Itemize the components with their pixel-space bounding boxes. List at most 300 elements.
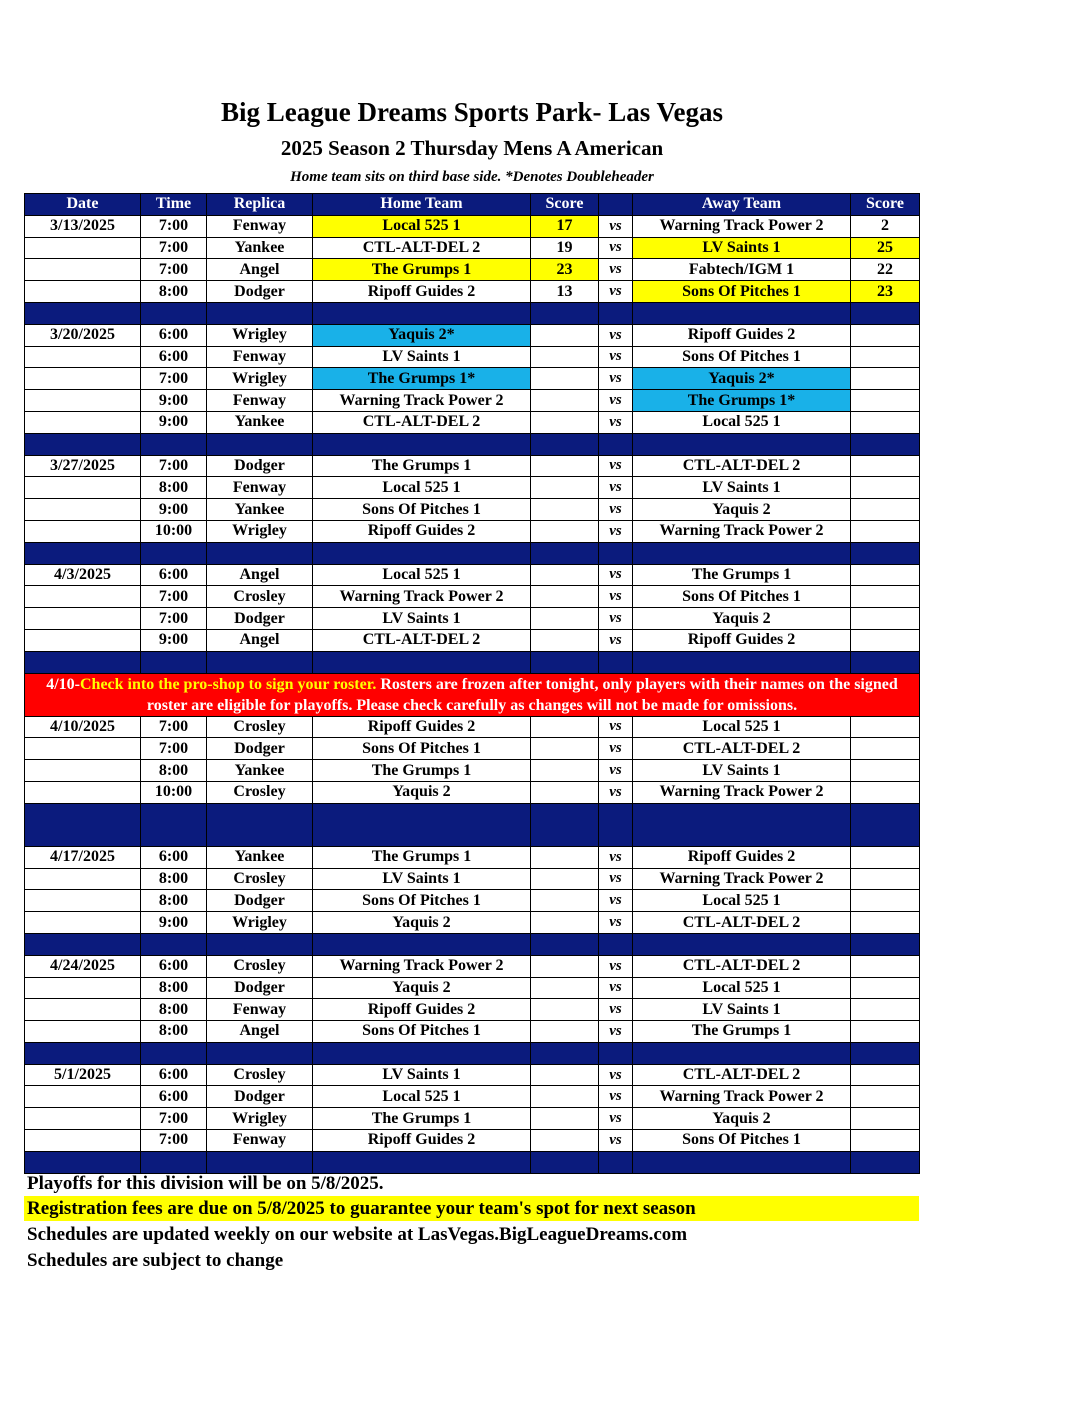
table-row [25, 890, 920, 912]
home-team: Yaquis 2 [313, 912, 531, 934]
home-team: Local 525 1 [313, 564, 531, 586]
away-team: Local 525 1 [633, 411, 851, 433]
game-date: 3/20/2025 [25, 324, 141, 346]
field-replica: Yankee [207, 499, 313, 521]
away-score [851, 499, 920, 521]
away-team: CTL-ALT-DEL 2 [633, 912, 851, 934]
vs-label: vs [599, 586, 633, 608]
vs-label: vs [599, 368, 633, 390]
separator-row [25, 1151, 920, 1173]
away-team: The Grumps 1* [633, 390, 851, 412]
vs-label: vs [599, 499, 633, 521]
field-replica: Dodger [207, 608, 313, 630]
game-date [25, 477, 141, 499]
game-time: 6:00 [141, 324, 207, 346]
away-score [851, 411, 920, 433]
vs-label: vs [599, 564, 633, 586]
away-score: 2 [851, 215, 920, 237]
field-replica: Dodger [207, 1086, 313, 1108]
home-team: LV Saints 1 [313, 1064, 531, 1086]
table-row [25, 629, 920, 651]
away-team: Sons Of Pitches 1 [633, 281, 851, 303]
field-replica: Wrigley [207, 368, 313, 390]
home-team: Ripoff Guides 2 [313, 1130, 531, 1152]
home-score [531, 868, 599, 890]
table-row [25, 346, 920, 368]
field-replica: Dodger [207, 977, 313, 999]
game-date [25, 281, 141, 303]
header-vs [599, 194, 633, 216]
home-score: 23 [531, 259, 599, 281]
vs-label: vs [599, 846, 633, 868]
game-time: 6:00 [141, 846, 207, 868]
home-team: The Grumps 1* [313, 368, 531, 390]
game-date [25, 368, 141, 390]
game-date [25, 629, 141, 651]
away-team: LV Saints 1 [633, 760, 851, 782]
home-team: Warning Track Power 2 [313, 586, 531, 608]
game-date [25, 346, 141, 368]
game-time: 7:00 [141, 586, 207, 608]
away-score [851, 324, 920, 346]
vs-label: vs [599, 608, 633, 630]
table-row [25, 411, 920, 433]
game-date [25, 586, 141, 608]
home-team: Local 525 1 [313, 477, 531, 499]
home-score: 13 [531, 281, 599, 303]
game-time: 6:00 [141, 346, 207, 368]
away-team: CTL-ALT-DEL 2 [633, 1064, 851, 1086]
field-replica: Dodger [207, 281, 313, 303]
away-team: Warning Track Power 2 [633, 520, 851, 542]
vs-label: vs [599, 390, 633, 412]
home-team: Yaquis 2* [313, 324, 531, 346]
away-team: LV Saints 1 [633, 237, 851, 259]
home-team: Sons Of Pitches 1 [313, 890, 531, 912]
field-replica: Yankee [207, 760, 313, 782]
home-team: Sons Of Pitches 1 [313, 499, 531, 521]
away-team: Ripoff Guides 2 [633, 324, 851, 346]
game-date [25, 499, 141, 521]
game-date: 5/1/2025 [25, 1064, 141, 1086]
game-time: 9:00 [141, 499, 207, 521]
home-score [531, 999, 599, 1021]
home-score [531, 411, 599, 433]
away-team: Sons Of Pitches 1 [633, 1130, 851, 1152]
game-time: 6:00 [141, 1064, 207, 1086]
away-score [851, 586, 920, 608]
away-score [851, 760, 920, 782]
field-replica: Fenway [207, 477, 313, 499]
home-score [531, 977, 599, 999]
game-time: 7:00 [141, 608, 207, 630]
table-row [25, 1108, 920, 1130]
game-date [25, 999, 141, 1021]
game-date [25, 781, 141, 803]
separator-row [25, 302, 920, 324]
playoffs-note: Playoffs for this division will be on 5/8/2025. [27, 1173, 384, 1194]
vs-label: vs [599, 411, 633, 433]
game-date [25, 390, 141, 412]
away-score [851, 608, 920, 630]
game-date [25, 977, 141, 999]
home-score [531, 477, 599, 499]
table-row [25, 455, 920, 477]
separator-row [25, 933, 920, 955]
roster-notice-row [25, 673, 920, 716]
game-date: 4/24/2025 [25, 955, 141, 977]
game-time: 8:00 [141, 1021, 207, 1043]
away-score [851, 738, 920, 760]
home-score [531, 586, 599, 608]
page-note: Home team sits on third base side. *Denotes Doubleheader [290, 169, 654, 185]
page-subtitle: 2025 Season 2 Thursday Mens A American [280, 136, 664, 160]
away-team: Warning Track Power 2 [633, 781, 851, 803]
home-score [531, 1108, 599, 1130]
vs-label: vs [599, 215, 633, 237]
away-score [851, 520, 920, 542]
game-date [25, 1086, 141, 1108]
table-row [25, 955, 920, 977]
field-replica: Crosley [207, 586, 313, 608]
away-team: CTL-ALT-DEL 2 [633, 955, 851, 977]
away-score [851, 846, 920, 868]
game-date [25, 912, 141, 934]
game-time: 10:00 [141, 520, 207, 542]
home-team: Ripoff Guides 2 [313, 520, 531, 542]
table-row [25, 368, 920, 390]
field-replica: Fenway [207, 999, 313, 1021]
home-score [531, 368, 599, 390]
home-score [531, 1021, 599, 1043]
header-away-score: Score [851, 194, 920, 216]
away-score [851, 890, 920, 912]
home-team: The Grumps 1 [313, 259, 531, 281]
vs-label: vs [599, 455, 633, 477]
game-date: 4/10/2025 [25, 716, 141, 738]
away-team: Yaquis 2* [633, 368, 851, 390]
home-team: LV Saints 1 [313, 346, 531, 368]
game-date [25, 1108, 141, 1130]
game-time: 6:00 [141, 1086, 207, 1108]
home-team: Ripoff Guides 2 [313, 716, 531, 738]
away-score [851, 912, 920, 934]
game-time: 6:00 [141, 564, 207, 586]
home-score [531, 499, 599, 521]
table-row [25, 1086, 920, 1108]
header-away-team: Away Team [633, 194, 851, 216]
home-team: Sons Of Pitches 1 [313, 738, 531, 760]
home-score [531, 390, 599, 412]
home-score [531, 846, 599, 868]
away-team: The Grumps 1 [633, 1021, 851, 1043]
away-team: Local 525 1 [633, 977, 851, 999]
home-score: 19 [531, 237, 599, 259]
away-score [851, 455, 920, 477]
page-title: Big League Dreams Sports Park- Las Vegas [220, 97, 724, 127]
field-replica: Crosley [207, 1064, 313, 1086]
home-team: Warning Track Power 2 [313, 955, 531, 977]
away-team: CTL-ALT-DEL 2 [633, 455, 851, 477]
home-team: LV Saints 1 [313, 868, 531, 890]
home-team: Local 525 1 [313, 1086, 531, 1108]
table-row [25, 237, 920, 259]
website-note: Schedules are updated weekly on our website at LasVegas.BigLeagueDreams.com [27, 1224, 688, 1245]
table-row [25, 760, 920, 782]
home-team: Ripoff Guides 2 [313, 281, 531, 303]
away-team: Fabtech/IGM 1 [633, 259, 851, 281]
away-team: Ripoff Guides 2 [633, 629, 851, 651]
field-replica: Crosley [207, 781, 313, 803]
away-team: LV Saints 1 [633, 999, 851, 1021]
field-replica: Angel [207, 1021, 313, 1043]
separator-row [25, 542, 920, 564]
away-team: The Grumps 1 [633, 564, 851, 586]
home-score [531, 716, 599, 738]
field-replica: Wrigley [207, 1108, 313, 1130]
home-score [531, 738, 599, 760]
home-score [531, 1086, 599, 1108]
game-time: 7:00 [141, 215, 207, 237]
game-time: 10:00 [141, 781, 207, 803]
field-replica: Dodger [207, 890, 313, 912]
header-home-score: Score [531, 194, 599, 216]
away-team: Warning Track Power 2 [633, 1086, 851, 1108]
away-team: LV Saints 1 [633, 477, 851, 499]
field-replica: Fenway [207, 390, 313, 412]
away-score: 25 [851, 237, 920, 259]
table-row [25, 999, 920, 1021]
table-row [25, 390, 920, 412]
table-header-row [25, 194, 920, 216]
home-score: 17 [531, 215, 599, 237]
table-row [25, 499, 920, 521]
home-score [531, 781, 599, 803]
schedule-table [24, 193, 920, 1174]
game-time: 8:00 [141, 999, 207, 1021]
home-team: The Grumps 1 [313, 455, 531, 477]
table-row [25, 716, 920, 738]
home-team: CTL-ALT-DEL 2 [313, 629, 531, 651]
field-replica: Yankee [207, 237, 313, 259]
field-replica: Yankee [207, 846, 313, 868]
separator-row [25, 1042, 920, 1064]
home-team: Yaquis 2 [313, 781, 531, 803]
game-time: 7:00 [141, 237, 207, 259]
away-score [851, 1108, 920, 1130]
field-replica: Wrigley [207, 324, 313, 346]
vs-label: vs [599, 281, 633, 303]
table-row [25, 1064, 920, 1086]
away-score [851, 999, 920, 1021]
roster-notice [25, 673, 920, 716]
home-score [531, 324, 599, 346]
away-score [851, 781, 920, 803]
away-score: 23 [851, 281, 920, 303]
vs-label: vs [599, 629, 633, 651]
field-replica: Crosley [207, 716, 313, 738]
game-time: 7:00 [141, 1108, 207, 1130]
game-date [25, 1130, 141, 1152]
away-score [851, 1086, 920, 1108]
vs-label: vs [599, 237, 633, 259]
separator-row [25, 651, 920, 673]
table-row [25, 586, 920, 608]
game-date [25, 760, 141, 782]
home-score [531, 890, 599, 912]
game-date: 4/3/2025 [25, 564, 141, 586]
home-score [531, 564, 599, 586]
field-replica: Angel [207, 259, 313, 281]
away-score: 22 [851, 259, 920, 281]
game-date [25, 890, 141, 912]
away-score [851, 564, 920, 586]
game-time: 8:00 [141, 760, 207, 782]
game-time: 8:00 [141, 281, 207, 303]
home-score [531, 346, 599, 368]
vs-label: vs [599, 520, 633, 542]
home-score [531, 760, 599, 782]
away-score [851, 390, 920, 412]
game-time: 7:00 [141, 259, 207, 281]
home-team: CTL-ALT-DEL 2 [313, 411, 531, 433]
game-time: 7:00 [141, 368, 207, 390]
home-score [531, 629, 599, 651]
vs-label: vs [599, 999, 633, 1021]
game-date [25, 237, 141, 259]
table-row [25, 912, 920, 934]
game-date [25, 608, 141, 630]
header-date: Date [25, 194, 141, 216]
vs-label: vs [599, 1130, 633, 1152]
away-score [851, 1064, 920, 1086]
header-home-team: Home Team [313, 194, 531, 216]
field-replica: Wrigley [207, 520, 313, 542]
vs-label: vs [599, 477, 633, 499]
vs-label: vs [599, 955, 633, 977]
table-row [25, 259, 920, 281]
field-replica: Fenway [207, 346, 313, 368]
away-team: Ripoff Guides 2 [633, 846, 851, 868]
home-score [531, 1064, 599, 1086]
vs-label: vs [599, 738, 633, 760]
home-score [531, 912, 599, 934]
home-team: CTL-ALT-DEL 2 [313, 237, 531, 259]
game-time: 8:00 [141, 890, 207, 912]
vs-label: vs [599, 912, 633, 934]
table-row [25, 868, 920, 890]
home-score [531, 608, 599, 630]
table-row [25, 215, 920, 237]
table-row [25, 324, 920, 346]
game-time: 9:00 [141, 912, 207, 934]
vs-label: vs [599, 324, 633, 346]
vs-label: vs [599, 781, 633, 803]
header-time: Time [141, 194, 207, 216]
field-replica: Angel [207, 564, 313, 586]
field-replica: Fenway [207, 1130, 313, 1152]
vs-label: vs [599, 1064, 633, 1086]
vs-label: vs [599, 890, 633, 912]
home-team: The Grumps 1 [313, 846, 531, 868]
away-team: Yaquis 2 [633, 499, 851, 521]
vs-label: vs [599, 760, 633, 782]
home-team: Local 525 1 [313, 215, 531, 237]
home-team: Yaquis 2 [313, 977, 531, 999]
table-row [25, 738, 920, 760]
table-row [25, 281, 920, 303]
game-date: 4/17/2025 [25, 846, 141, 868]
away-team: Warning Track Power 2 [633, 868, 851, 890]
away-team: Local 525 1 [633, 890, 851, 912]
away-score [851, 368, 920, 390]
game-time: 8:00 [141, 977, 207, 999]
field-replica: Dodger [207, 455, 313, 477]
field-replica: Wrigley [207, 912, 313, 934]
vs-label: vs [599, 346, 633, 368]
table-row [25, 1021, 920, 1043]
game-date [25, 411, 141, 433]
table-row [25, 781, 920, 803]
notice-text: Rosters are frozen after tonight, only players with their names on the signed roster are eligible for playoffs. Please check carefully as changes will not be made for omissions. [146, 675, 898, 714]
away-score [851, 346, 920, 368]
game-time: 7:00 [141, 738, 207, 760]
game-time: 6:00 [141, 955, 207, 977]
away-team: Sons Of Pitches 1 [633, 586, 851, 608]
game-time: 7:00 [141, 1130, 207, 1152]
game-date [25, 1021, 141, 1043]
header-replica: Replica [207, 194, 313, 216]
game-time: 8:00 [141, 868, 207, 890]
table-row [25, 477, 920, 499]
vs-label: vs [599, 1021, 633, 1043]
home-score [531, 455, 599, 477]
game-time: 7:00 [141, 455, 207, 477]
away-team: Warning Track Power 2 [633, 215, 851, 237]
table-row [25, 1130, 920, 1152]
home-score [531, 955, 599, 977]
away-score [851, 955, 920, 977]
game-time: 8:00 [141, 477, 207, 499]
vs-label: vs [599, 868, 633, 890]
away-team: CTL-ALT-DEL 2 [633, 738, 851, 760]
vs-label: vs [599, 259, 633, 281]
notice-date: 4/10- [46, 675, 80, 693]
home-team: Warning Track Power 2 [313, 390, 531, 412]
game-date [25, 868, 141, 890]
game-date: 3/27/2025 [25, 455, 141, 477]
home-team: Ripoff Guides 2 [313, 999, 531, 1021]
away-score [851, 477, 920, 499]
table-row [25, 846, 920, 868]
game-time: 7:00 [141, 716, 207, 738]
table-row [25, 520, 920, 542]
field-replica: Crosley [207, 955, 313, 977]
game-date [25, 520, 141, 542]
home-score [531, 1130, 599, 1152]
registration-note: Registration fees are due on 5/8/2025 to guarantee your team's spot for next season [24, 1196, 919, 1221]
table-row [25, 608, 920, 630]
away-team: Local 525 1 [633, 716, 851, 738]
field-replica: Yankee [207, 411, 313, 433]
subject-note: Schedules are subject to change [27, 1250, 284, 1271]
game-date [25, 259, 141, 281]
field-replica: Dodger [207, 738, 313, 760]
away-score [851, 868, 920, 890]
game-date [25, 738, 141, 760]
away-score [851, 629, 920, 651]
home-team: The Grumps 1 [313, 760, 531, 782]
